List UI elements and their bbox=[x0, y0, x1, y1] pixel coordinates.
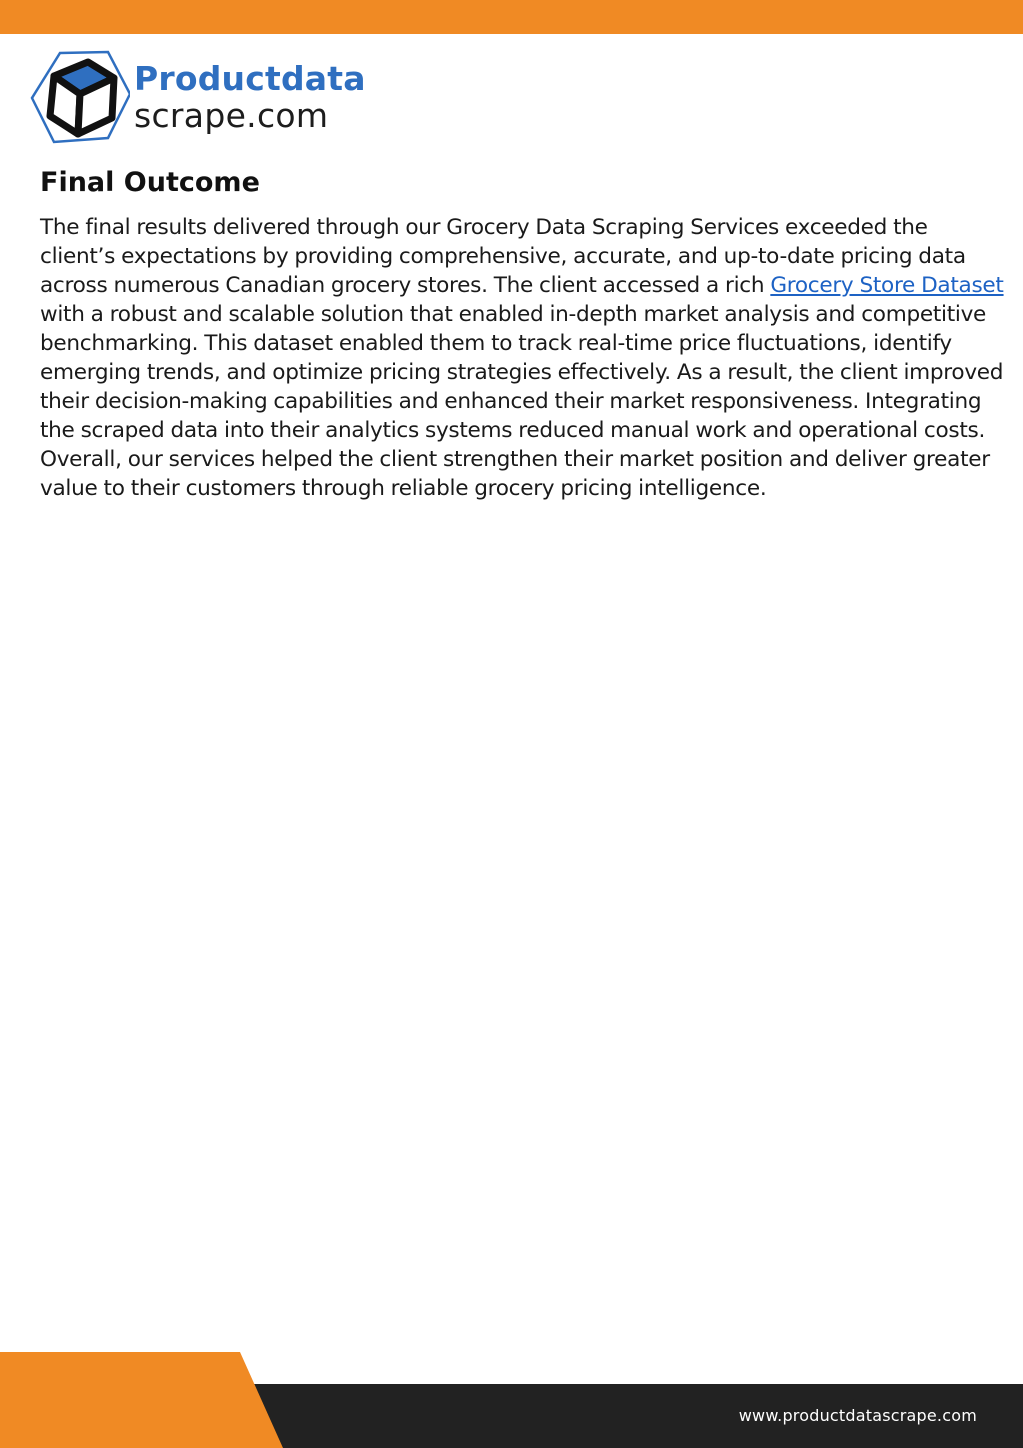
logo-wordmark-top: Productdata bbox=[134, 59, 366, 98]
paragraph-text-before-link: The final results delivered through our Grocery Data Scraping Services exceeded the client’s expectations by providing comprehensive, accurate, and up-to-date pricing data across numerous Canadian grocery stores. The client accessed a rich bbox=[40, 215, 966, 298]
footer-shapes bbox=[0, 1352, 1023, 1448]
top-accent-bar bbox=[0, 0, 1023, 34]
grocery-store-dataset-link[interactable]: Grocery Store Dataset bbox=[770, 273, 1004, 298]
paragraph-text-after-link: with a robust and scalable solution that enabled in-depth market analysis and competitive benchmarking. This dataset enabled them to track real-time price fluctuations, identify emerging trends, and optimize pricing strategies effectively. As a result, the client improved their decision-making capabilities and enhanced their market responsiveness. Integrating the scraped data into their analytics systems reduced manual work and operational costs. Overall, our services helped the client strengthen their market position and deliver greater value to their customers through reliable grocery pricing intelligence. bbox=[40, 302, 1004, 501]
article-content bbox=[40, 165, 1006, 503]
footer-orange-wedge bbox=[0, 1352, 283, 1448]
brand-logo[interactable] bbox=[30, 50, 390, 145]
body-paragraph bbox=[40, 213, 1006, 503]
cube-icon bbox=[30, 50, 130, 145]
footer-website-url[interactable]: www.productdatascrape.com bbox=[738, 1406, 977, 1425]
footer-banner bbox=[0, 1352, 1023, 1448]
section-heading: Final Outcome bbox=[40, 167, 260, 198]
logo-wordmark-bottom: scrape.com bbox=[134, 96, 329, 135]
